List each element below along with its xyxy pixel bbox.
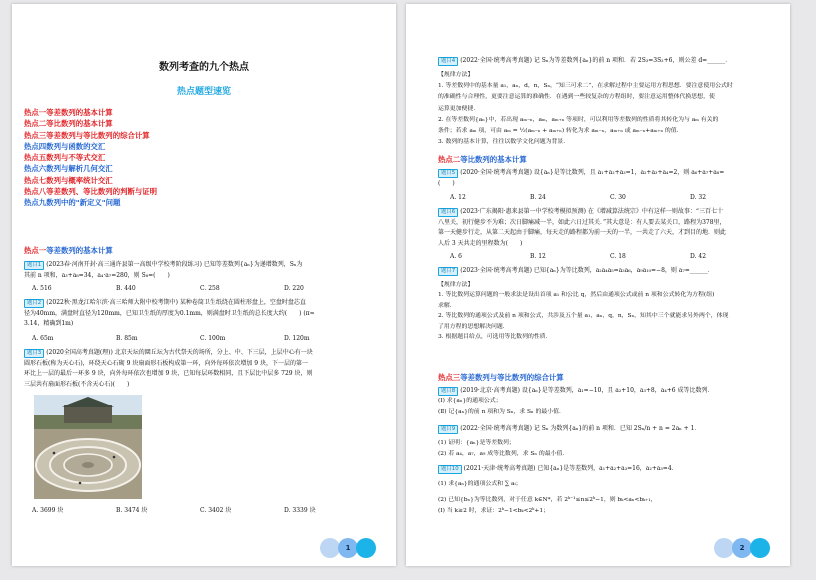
method-title: 【规律方法】 — [438, 282, 474, 288]
option-a[interactable]: A. 12 — [450, 194, 466, 201]
question-3-options — [32, 506, 382, 515]
question-5-options — [450, 193, 770, 202]
option-c[interactable]: C. 3402 块 — [200, 507, 232, 514]
option-c[interactable]: C. 18 — [610, 253, 626, 260]
question-tag: 题目9 — [438, 425, 458, 434]
question-tag: 题目8 — [438, 387, 458, 396]
toc-item[interactable]: 热点七数列与概率统计交汇 — [24, 175, 113, 185]
option-b[interactable]: B. 3474 块 — [116, 507, 148, 514]
question-1-options — [32, 284, 382, 293]
option-d[interactable]: D. 42 — [690, 253, 707, 260]
option-c[interactable]: C. 100m — [200, 335, 226, 342]
question-tag: 题目5 — [438, 169, 458, 178]
question-3: 题目3 (2020全国高考真题(理)) 北京天坛的圜丘坛为古代祭天的场所，分上、中、下三层，上层中心有一块 圆形石板(称为天心石)，环绕天心石砌 9 块扇面形石板构成第一环，向外每环依次增加 9 块，下一层的第一 环比上一层的最后一环多 9 块，向外每环依次也增加 9 块，已知每层环数相同，且下层比中层多 729 块，则 三层共有扇面形石板(不含天心石)( ) — [24, 349, 313, 388]
question-2-options — [32, 334, 382, 343]
question-tag: 题目2 — [24, 299, 44, 308]
question-8-part-2: (Ⅱ) 记{aₙ}的前 n 项和为 Sₙ，求 Sₙ 的最小值． — [438, 409, 565, 415]
option-c[interactable]: C. 30 — [610, 194, 626, 201]
option-b[interactable]: B. 440 — [116, 285, 136, 292]
option-a[interactable]: A. 6 — [450, 253, 462, 260]
toc-item[interactable]: 热点九数列中的"新定义"问题 — [24, 198, 121, 208]
temple-of-heaven-photo — [34, 395, 142, 499]
question-8-part-1: (Ⅰ) 求{aₙ}的通项公式； — [438, 398, 502, 404]
page-number: 2 — [739, 544, 745, 552]
question-6: 题目6 (2023·广东揭阳·惠来县第一中学校考模拟预测) 在《增减算法统宗》中有这样一则故事：“三百七十 八里关，初行健步不为难；次日脚痛减一半，如此六日过其关．”其大意是：有人要去某关口，路程为378里， 第一天健步行走，从第二天起由于脚痛，每天走的路程都为前一天的一半，一共走了六天，才到目的地．则此 人后 3 天共走的里程数为( ) — [438, 208, 727, 247]
overview-subtitle: 热点题型速览 — [176, 87, 231, 97]
option-d[interactable]: D. 32 — [690, 194, 707, 201]
question-6-options — [450, 252, 770, 261]
question-8: 题目8 (2019·北京·高考真题) 设{aₙ}是等差数列，a₁=−10，且 a₂+10，a₃+8，a₄+6 成等比数列． — [438, 386, 776, 397]
page-number-badge — [320, 538, 378, 558]
toc-item[interactable]: 热点一等差数列的基本计算 — [24, 108, 113, 117]
option-d[interactable]: D. 3339 块 — [284, 507, 316, 514]
page-1 — [12, 4, 396, 566]
question-2: 题目2 (2022秋·黑龙江哈尔滨·高三哈师大附中校考期中) 某种卷筒卫生纸绕在圆柱形盘上，空盘时盘芯直 径为40mm，满盘时直径为120mm，已知卫生纸的厚度为0.1mm，则满盘时卫生纸的总长度大约( ) (π≈ 3.14，精确到1m) — [24, 299, 315, 328]
question-9: 题目9 (2022·全国·统考高考真题) 记 Sₙ 为数列{aₙ}的前 n 项和．已知 2Sₙ/n + n = 2aₙ + 1． — [438, 424, 776, 435]
question-7: 题目7 (2023·全国·统考高考真题) 已知{aₙ}为等比数列，a₂a₄a₅=a₃a₆，a₉a₁₀=−8，则 a₇=______． — [438, 266, 776, 277]
page-number: 1 — [345, 544, 351, 552]
question-4: 题目4 (2022·全国·统考高考真题) 记 Sₙ为等差数列{aₙ}的前 n 项和．若 2S₃=3S₂+6，则公差 d=______． — [438, 56, 776, 67]
option-b[interactable]: B. 24 — [530, 194, 546, 201]
option-b[interactable]: B. 85m — [116, 335, 138, 342]
toc-item[interactable]: 热点三等差数列与等比数列的综合计算 — [24, 130, 150, 140]
toc-item[interactable]: 热点二等比数列的基本计算 — [24, 119, 113, 129]
option-a[interactable]: A. 3699 块 — [32, 507, 64, 514]
toc-item[interactable]: 热点四数列与函数的交汇 — [24, 141, 106, 151]
question-tag: 题目10 — [438, 465, 462, 474]
section-heading-1: 热点一等差数列的基本计算 — [24, 246, 113, 255]
section-heading-2: 热点二等比数列的基本计算 — [438, 155, 527, 164]
question-10-part-2: (2) 已知{bₙ}为等比数列，对于任意 k∈N*，若 2ᵏ⁻¹≤n≤2ᵏ−1，则 bₖ<aₙ<bₖ₊₁， — [438, 497, 657, 503]
question-tag: 题目6 — [438, 208, 458, 217]
page-number-badge — [714, 538, 772, 558]
method-box-2: 【规律方法】 1. 等比数列运算问题的一般求法是设出首项 a₁ 和公比 q，然后由通项公式或前 n 项和公式转化为方程(组) 求解． 2. 等比数列的通项公式及前 n 项和公式，共涉及五个量 a₁，aₙ，q，n，Sₙ，知其中三个就能求另外两个，体现 了用方程的思想解决问题． 3. 根据题目给点，可选用等比数列的性质． — [438, 280, 776, 342]
hotspot-list — [24, 107, 157, 209]
toc-item[interactable]: 热点六数列与解析几何交汇 — [24, 164, 113, 174]
option-a[interactable]: A. 65m — [32, 335, 54, 342]
question-tag: 题目7 — [438, 267, 458, 276]
page-2 — [406, 4, 790, 566]
toc-item[interactable]: 热点五数列与不等式交汇 — [24, 153, 106, 163]
question-tag: 题目4 — [438, 57, 458, 66]
question-5: 题目5 (2020·全国·统考高考真题) 设{aₙ}是等比数列，且 a₁+a₂+a₃=1，a₂+a₃+a₄=2，则 a₆+a₇+a₈= ( ) — [438, 169, 725, 187]
question-1: 题目1 (2023春·河南开封·高三通许县第一高级中学校考阶段练习) 已知等差数列{aₙ}为递增数列，Sₙ为 其前 n 项和，a₃+a₈=34，a₄·a₇=280，则 S₈=( ) — [24, 261, 303, 279]
toc-item[interactable]: 热点八等差数列、等比数列的判断与证明 — [24, 187, 158, 197]
method-title: 【规律方法】 — [438, 72, 474, 78]
method-box-1: 【规律方法】 1. 等差数列中的基本量 a₁，aₙ，d，n，Sₙ，“知三可求二”，在求解过程中主要运用方程思想．要注意使用公式时 的准确性与合理性，更要注意运算的准确性．在遇到一些较复杂的方程组时，要注意运用整体代换思想，使 运算更加便捷． 2. 在等差数列{aₙ}中，若出现 aₘ₋ₙ，aₘ，aₘ₊ₙ 等项时，可以利用等差数列的性质将其转化为与 aₘ 有关的 条件；若求 aₘ 项，可由 aₘ = ½(aₘ₋ₙ + aₘ₊ₙ) 转化为求 aₘ₋ₙ，aₘ₊ₙ 或 aₘ₋ₙ+aₘ₊ₙ 的值． 3. 数列的基本计算，往往以数学文化问题为背景． — [438, 70, 776, 148]
question-10-part-1: (1) 求{aₙ}的通项公式和 ∑ aᵢ； — [438, 481, 522, 487]
option-c[interactable]: C. 258 — [200, 285, 220, 292]
question-10-part-3: (Ⅰ) 当 k≥2 时，求证：2ᵏ−1<bₖ<2ᵏ+1； — [438, 508, 549, 514]
question-tag: 题目1 — [24, 261, 44, 270]
option-d[interactable]: D. 120m — [284, 335, 310, 342]
question-9-part-2: (2) 若 a₄，a₇，a₉ 成等比数列，求 Sₙ 的最小值． — [438, 451, 569, 457]
option-a[interactable]: A. 516 — [32, 285, 52, 292]
question-9-part-1: (1) 证明：{aₙ}是等差数列； — [438, 440, 515, 446]
option-d[interactable]: D. 220 — [284, 285, 304, 292]
document-title: 数列考查的九个热点 — [159, 62, 249, 73]
option-b[interactable]: B. 12 — [530, 253, 546, 260]
section-heading-3: 热点三等差数列与等比数列的综合计算 — [438, 373, 564, 382]
question-tag: 题目3 — [24, 349, 44, 358]
question-10: 题目10 (2021·天津·统考高考真题) 已知{aₙ}是等差数列，a₁+a₂+a₃=16，a₂+a₃=4． — [438, 464, 776, 475]
